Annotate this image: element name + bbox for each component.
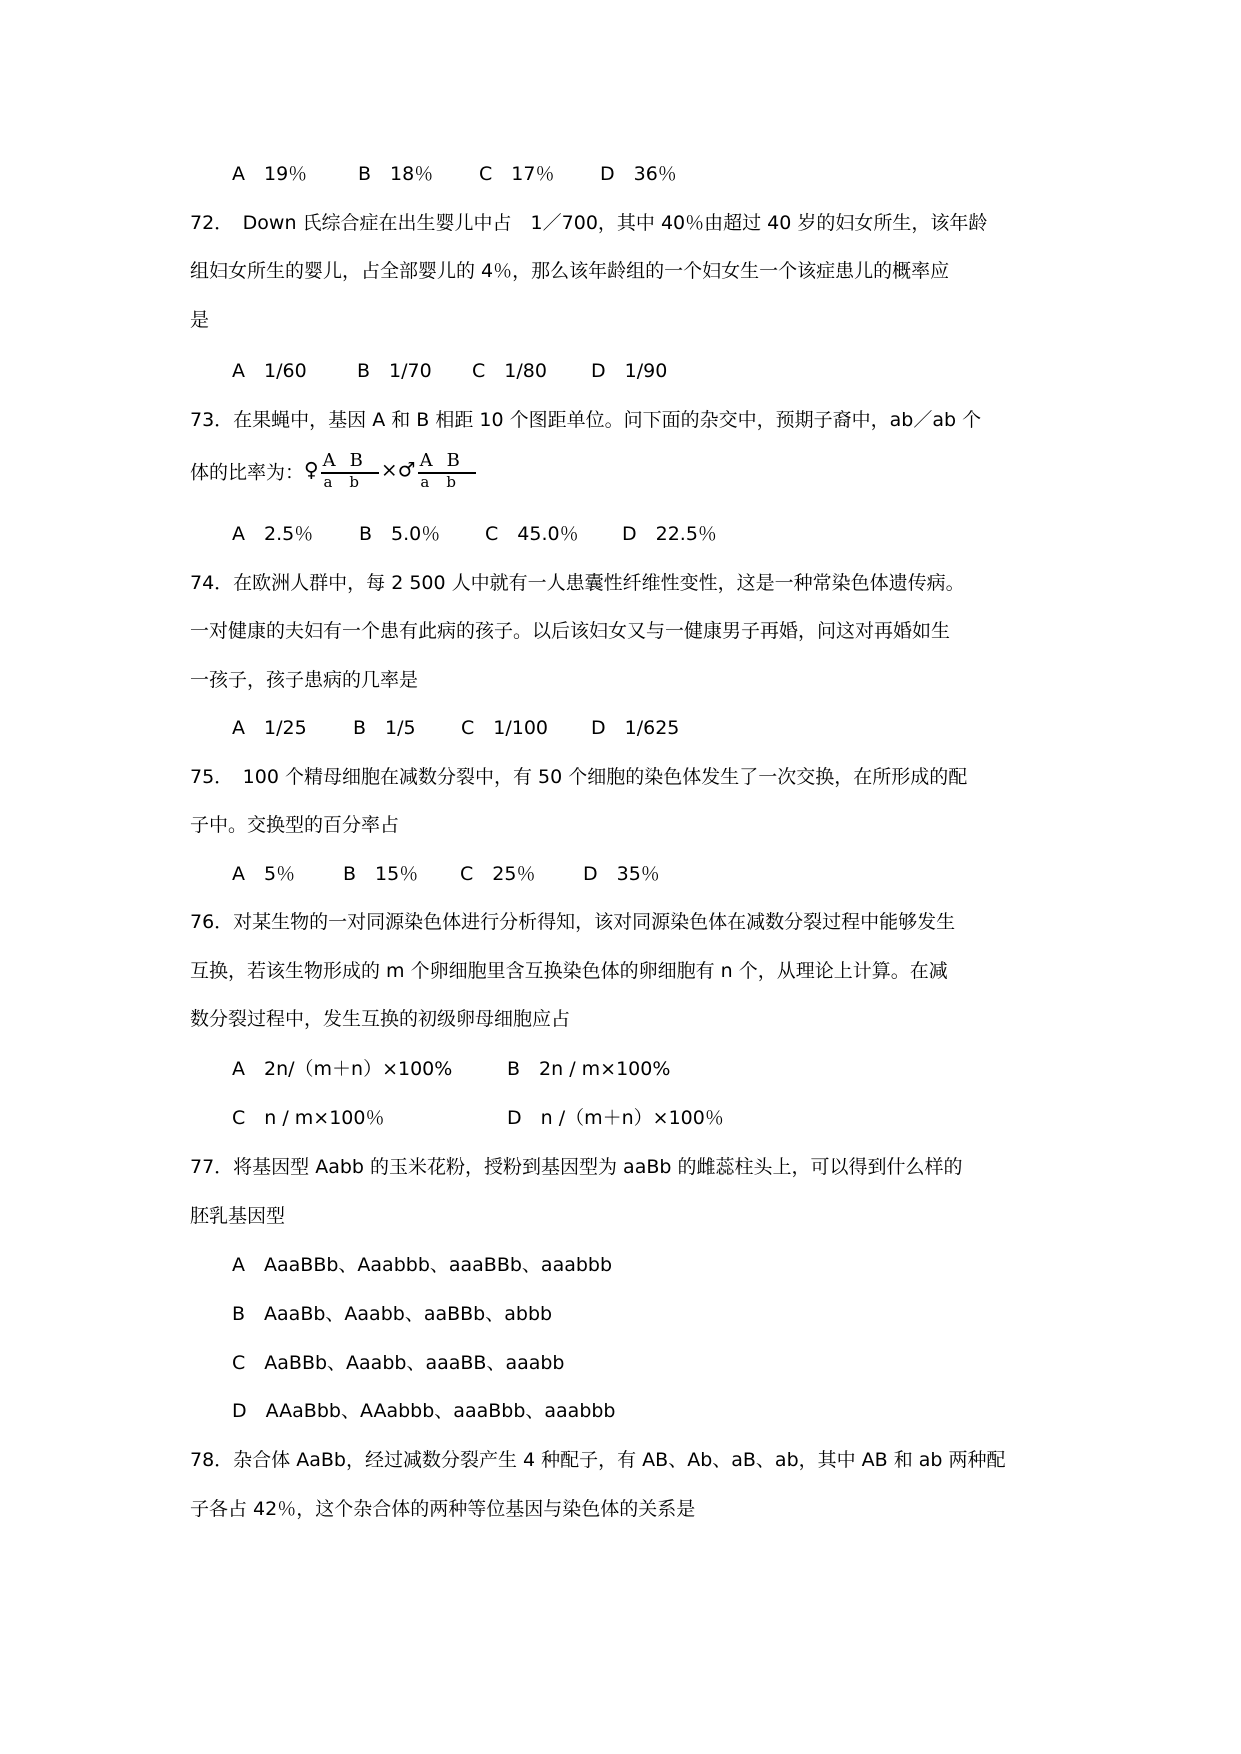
q76-option-b: B 2n / m×100% — [507, 1058, 671, 1080]
q78-line-1: 78．杂合体 AaBb，经过减数分裂产生 4 种配子，有 AB、Ab、aB、ab，其中 AB 和 ab 两种配 — [190, 1449, 1006, 1471]
q73-line-1: 73．在果蝇中，基因 A 和 B 相距 10 个图距单位。问下面的杂交中，预期子裔中，ab／ab 个 — [190, 409, 982, 431]
q71-option-c: C 17％ — [479, 163, 555, 185]
q73-options — [232, 520, 1112, 548]
q75-line-1: 75． 100 个精母细胞在减数分裂中，有 50 个细胞的染色体发生了一次交换，在所形成的配 — [190, 766, 968, 788]
q77-line-1: 77．将基因型 Aabb 的玉米花粉，授粉到基因型为 aaBb 的雌蕊柱头上，可以得到什么样的 — [190, 1156, 963, 1178]
q71-options — [232, 160, 1112, 188]
q74-line-1: 74．在欧洲人群中，每 2 500 人中就有一人患囊性纤维性变性，这是一种常染色体遗传病。 — [190, 572, 965, 594]
q73-line-2-prefix: 体的比率为： — [190, 461, 305, 484]
q74-options — [232, 714, 1112, 742]
q76-options-row-2 — [232, 1104, 1112, 1132]
q76-line-3: 数分裂过程中，发生互换的初级卵母细胞应占 — [190, 1008, 571, 1030]
q71-option-b: B 18％ — [358, 163, 434, 185]
cross-numerator: AB — [418, 452, 476, 474]
q76-line-1: 76．对某生物的一对同源染色体进行分析得知，该对同源染色体在减数分裂过程中能够发生 — [190, 911, 956, 933]
q76-option-a: A 2n/（m＋n）×100% — [232, 1058, 453, 1080]
male-symbol-icon: ♂ — [397, 457, 416, 482]
q73-option-b: B 5.0％ — [359, 523, 441, 545]
q74-option-c: C 1/100 — [461, 717, 549, 739]
q74-option-a: A 1/25 — [232, 717, 307, 739]
cross-fraction-male — [418, 452, 476, 490]
q72-option-d: D 1/90 — [591, 360, 668, 382]
q75-option-a: A 5％ — [232, 863, 296, 885]
cross-denominator: ab — [420, 473, 473, 491]
q75-option-d: D 35％ — [583, 863, 660, 885]
q76-line-2: 互换，若该生物形成的 m 个卵细胞里含互换染色体的卵细胞有 n 个，从理论上计算。在减 — [190, 960, 948, 982]
q74-option-b: B 1/5 — [353, 717, 416, 739]
q75-option-c: C 25％ — [460, 863, 536, 885]
q72-option-b: B 1/70 — [357, 360, 432, 382]
q73-line-2 — [190, 450, 1070, 492]
q72-line-3: 是 — [190, 309, 210, 331]
cross-numerator: AB — [321, 452, 379, 474]
q73-option-c: C 45.0％ — [485, 523, 579, 545]
q76-options-row-1 — [232, 1055, 1112, 1083]
q77-option-d: D AAaBbb、AAabbb、aaaBbb、aaabbb — [232, 1400, 616, 1422]
q74-option-d: D 1/625 — [591, 717, 680, 739]
q77-line-2: 胚乳基因型 — [190, 1205, 286, 1227]
q74-line-2: 一对健康的夫妇有一个患有此病的孩子。以后该妇女又与一健康男子再婚，问这对再婚如生 — [190, 620, 951, 642]
q72-options — [232, 357, 1112, 385]
q72-option-a: A 1/60 — [232, 360, 307, 382]
q74-line-3: 一孩子，孩子患病的几率是 — [190, 669, 419, 691]
q75-option-b: B 15％ — [343, 863, 419, 885]
q77-option-c: C AaBBb、Aaabb、aaaBB、aaabb — [232, 1352, 565, 1374]
q76-option-d: D n /（m＋n）×100％ — [507, 1107, 724, 1129]
q75-options — [232, 860, 1112, 888]
cross-denominator: ab — [323, 473, 377, 491]
times-symbol: × — [380, 457, 398, 482]
q72-option-c: C 1/80 — [472, 360, 547, 382]
cross-fraction-female — [321, 452, 379, 490]
q76-option-c: C n / m×100％ — [232, 1107, 385, 1129]
q73-option-a: A 2.5％ — [232, 523, 314, 545]
q71-option-a: A 19％ — [232, 163, 308, 185]
q75-line-2: 子中。交换型的百分率占 — [190, 814, 400, 836]
q73-option-d: D 22.5％ — [622, 523, 717, 545]
genetic-cross-diagram — [304, 452, 478, 490]
q77-option-a: A AaaBBb、Aaabbb、aaaBBb、aaabbb — [232, 1254, 613, 1276]
female-symbol-icon: ♀ — [304, 457, 319, 482]
q71-option-d: D 36％ — [600, 163, 677, 185]
q72-line-2: 组妇女所生的婴儿，占全部婴儿的 4％，那么该年龄组的一个妇女生一个该症患儿的概率应 — [190, 260, 950, 282]
q78-line-2: 子各占 42％，这个杂合体的两种等位基因与染色体的关系是 — [190, 1498, 696, 1520]
q77-option-b: B AaaBb、Aaabb、aaBBb、abbb — [232, 1303, 553, 1325]
q72-line-1: 72． Down 氏综合症在出生婴儿中占 1／700，其中 40％由超过 40 岁的妇女所生，该年龄 — [190, 212, 988, 234]
